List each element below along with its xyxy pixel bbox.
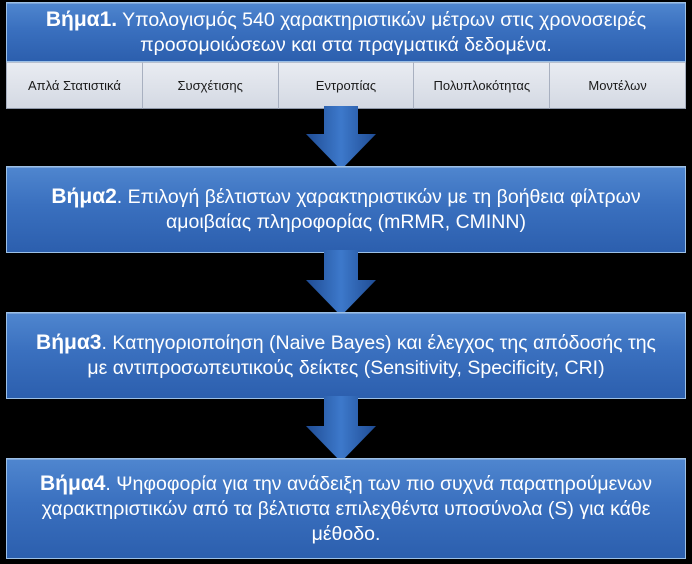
step3-line2: με αντιπροσωπευτικούς δείκτες (Sensitivity, Specificity, CRI) — [87, 357, 605, 379]
step2-line1-text: . Επιλογή βέλτιστων χαρακτηριστικών με τη βοήθεια φίλτρων — [116, 186, 641, 208]
step4-title: Βήμα4 — [39, 471, 106, 495]
step2-line2: αμοιβαίας πληροφορίας (mRMR, CMINN) — [166, 211, 526, 233]
step4-line1-text: . Ψηφοφορία για την ανάδειξη των πιο συχνά παρατηρούμενων — [105, 472, 653, 495]
step2-line1 — [7, 184, 685, 210]
step4-line3: μέθοδο. — [311, 522, 381, 545]
down-arrow-icon — [306, 396, 376, 462]
step1-line1 — [7, 7, 685, 33]
step4-box — [6, 458, 686, 559]
down-arrow-icon — [306, 250, 376, 316]
category-models: Μοντέλων — [550, 62, 686, 109]
step4-line2: χαρακτηριστικών από τα βέλτιστα επιλεχθέντα υποσύνολα (S) για κάθε — [41, 497, 651, 520]
step1-line2: προσομοιώσεων και στα πραγματικά δεδομένα. — [140, 33, 552, 56]
category-correlation: Συσχέτισης — [143, 62, 279, 109]
step1-title: Βήμα1. — [45, 7, 118, 31]
feature-categories — [6, 62, 686, 109]
category-simple-statistics: Απλά Στατιστικά — [6, 62, 143, 109]
step3-line1-text: . Κατηγοριοποίηση (Naive Bayes) και έλεγχος της απόδοσής της — [101, 332, 656, 354]
step1-line1-text: Υπολογισμός 540 χαρακτηριστικών μέτρων στις χρονοσειρές — [117, 8, 647, 31]
step3-line1 — [7, 330, 685, 356]
category-complexity: Πολυπλοκότητας — [414, 62, 550, 109]
category-entropy: Εντροπίας — [279, 62, 415, 109]
step3-title: Βήμα3 — [36, 331, 102, 354]
step4-line1 — [7, 471, 685, 497]
step3-box — [6, 312, 686, 399]
step2-title: Βήμα2 — [51, 185, 117, 208]
step2-box — [6, 166, 686, 253]
step1-box — [6, 2, 686, 62]
down-arrow-icon — [306, 106, 376, 170]
